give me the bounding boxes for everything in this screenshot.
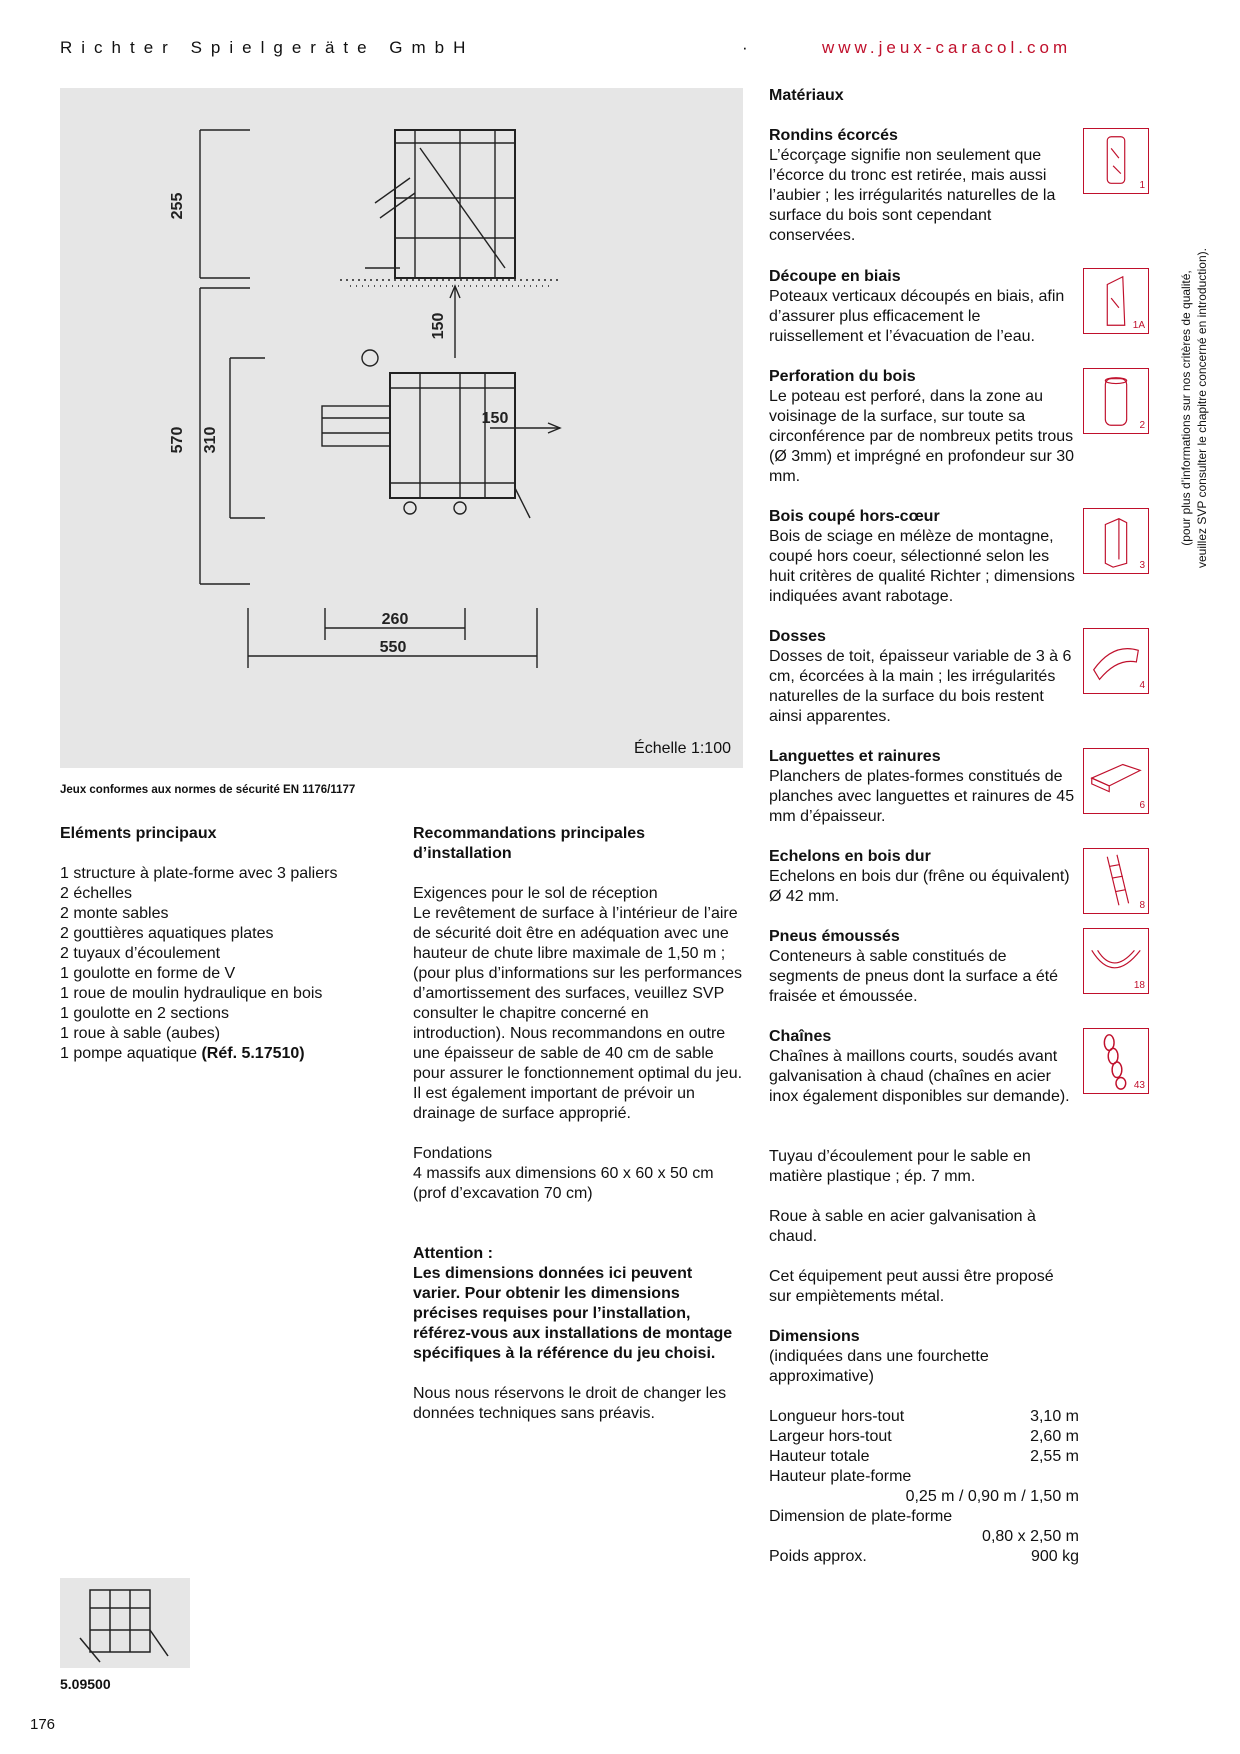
material-heading: Rondins écorcés [769, 127, 898, 144]
slanted-post-icon [1083, 268, 1149, 334]
dim-label-150-vertical: 150 [430, 312, 447, 340]
material-text: Planchers de plates-formes constitués de planches avec languettes et rainures de 45 mm d’épaisseur. [769, 768, 1075, 825]
product-reference: 5.09500 [60, 1676, 111, 1692]
material-item [769, 747, 1079, 827]
sawn-timber-icon [1083, 508, 1149, 574]
soil-requirements-text: Le revêtement de surface à l’intérieur de l’aire de sécurité doit être en adéquation avec une hauteur de chute libre maximale de 1,50 m ; (pour plus d’informations sur les performances d’amortissement des surfaces, veuillez SVP consulter le chapitre concerné en introduction). Nous recommandons en outre une épaisseur de sable de 40 cm de sable pour assurer le fonctionnement optimal du jeu. Il est également important de prévoir un drainage de surface approprié. [413, 905, 743, 1122]
dimensions-subtitle: (indiquées dans une fourchette approximative) [769, 1348, 989, 1385]
material-text: Chaînes à maillons courts, soudés avant galvanisation à chaud (chaînes en acier inox également disponibles sur demande). [769, 1048, 1070, 1105]
tongue-groove-icon [1083, 748, 1149, 814]
material-item [769, 126, 1079, 246]
perforated-post-icon [1083, 368, 1149, 434]
element-item: 1 roue de moulin hydraulique en bois [60, 985, 323, 1002]
pipe-note: Tuyau d’écoulement pour le sable en matière plastique ; ép. 7 mm. [769, 1148, 1031, 1185]
material-text: Dosses de toit, épaisseur variable de 3 à 6 cm, écorcées à la main ; les irrégularités naturelles de la surface du bois restent ainsi apparentes. [769, 648, 1072, 725]
material-text: Poteaux verticaux découpés en biais, afin d’assurer plus efficacement le ruissellement et l’évacuation de l’eau. [769, 288, 1065, 345]
material-heading: Languettes et rainures [769, 748, 941, 765]
foundations-title: Fondations [413, 1145, 493, 1162]
dim-label-310: 310 [202, 426, 219, 454]
dim-label-570: 570 [169, 426, 186, 454]
attention-title: Attention : [413, 1245, 493, 1262]
dimensions-title: Dimensions [769, 1328, 860, 1345]
hardwood-rung-icon [1083, 848, 1149, 914]
material-heading: Dosses [769, 628, 826, 645]
material-text: Echelons en bois dur (frêne ou équivalent) Ø 42 mm. [769, 868, 1070, 905]
header-separator: · [742, 38, 748, 57]
material-item [769, 927, 1079, 1007]
quality-criteria-note: (pour plus d’informations sur nos critères de qualité, veuillez SVP consulter le chapitre concerné en introduction). [1179, 248, 1209, 568]
material-item [769, 627, 1079, 727]
material-heading: Bois coupé hors-cœur [769, 508, 940, 525]
material-text: L’écorçage signifie non seulement que l’écorce du tronc est retirée, mais aussi l’aubier ; les irrégularités naturelles de la surface du bois sont cependant conservées. [769, 147, 1056, 244]
icon-number: 3 [1139, 560, 1145, 571]
material-item [769, 1027, 1079, 1107]
dimension-platform-height-value: 0,25 m / 0,90 m / 1,50 m [905, 1488, 1079, 1505]
material-heading: Découpe en biais [769, 268, 901, 285]
dimension-row-weight: Poids approx. 900 kg [769, 1548, 1079, 1565]
log-bark-icon [1083, 128, 1149, 194]
dimension-platform-height-label: Hauteur plate-forme [769, 1468, 912, 1485]
installation-section [413, 824, 743, 1424]
dim-label-550: 550 [379, 639, 407, 656]
icon-number: 6 [1139, 800, 1145, 811]
icon-number: 4 [1139, 680, 1145, 691]
materials-title: Matériaux [769, 87, 844, 104]
metal-note: Cet équipement peut aussi être proposé sur empiètements métal. [769, 1268, 1054, 1305]
element-item: 2 tuyaux d’écoulement [60, 945, 221, 962]
header-website-link[interactable]: www.jeux-caracol.com [822, 38, 1072, 57]
product-thumbnail [60, 1578, 190, 1668]
icon-number: 18 [1133, 980, 1145, 991]
dimension-row-height: Hauteur totale 2,55 m [769, 1448, 1079, 1465]
element-item-pump: 1 pompe aquatique (Réf. 5.17510) [60, 1045, 305, 1062]
dim-label-150-horizontal: 150 [481, 410, 509, 427]
material-item [769, 267, 1079, 347]
element-item: 1 goulotte en 2 sections [60, 1005, 230, 1022]
slab-wood-icon [1083, 628, 1149, 694]
icon-number: 8 [1139, 900, 1145, 911]
page-number: 176 [30, 1716, 56, 1733]
material-text: Conteneurs à sable constitués de segments de pneus dont la surface a été fraisée et émoussée. [769, 948, 1059, 1005]
soil-requirements-title: Exigences pour le sol de réception [413, 885, 658, 902]
dimension-row-width: Largeur hors-tout 2,60 m [769, 1428, 1079, 1445]
icon-number: 2 [1139, 420, 1145, 431]
reserve-note: Nous nous réservons le droit de changer les données techniques sans préavis. [413, 1385, 727, 1422]
header-company: Richter Spielgeräte GmbH [60, 38, 475, 57]
chain-icon [1083, 1028, 1149, 1094]
material-heading: Pneus émoussés [769, 928, 900, 945]
material-heading: Echelons en bois dur [769, 848, 931, 865]
element-item: 1 roue à sable (aubes) [60, 1025, 221, 1042]
element-item: 1 structure à plate-forme avec 3 paliers [60, 865, 338, 882]
material-heading: Chaînes [769, 1028, 832, 1045]
tyre-segment-icon [1083, 928, 1149, 994]
element-item: 1 goulotte en forme de V [60, 965, 236, 982]
icon-number: 1 [1139, 180, 1145, 191]
material-item [769, 847, 1079, 907]
icon-number: 43 [1133, 1080, 1145, 1091]
material-item [769, 367, 1079, 487]
drawing-scale: Échelle 1:100 [634, 740, 731, 757]
material-heading: Perforation du bois [769, 368, 916, 385]
dimension-platform-size-value: 0,80 x 2,50 m [982, 1528, 1079, 1545]
icon-number: 1A [1132, 320, 1145, 331]
technical-drawing [60, 88, 743, 768]
attention-text: Les dimensions données ici peuvent varier. Pour obtenir les dimensions précises requises pour l’installation, référez-vous aux installations de montage spécifiques à la référence du jeu choisi. [413, 1265, 733, 1362]
pump-reference: (Réf. 5.17510) [201, 1045, 305, 1062]
safety-norms-note: Jeux conformes aux normes de sécurité EN 1176/1177 [60, 784, 356, 796]
material-text: Le poteau est perforé, dans la zone au voisinage de la surface, sur toute sa circonférence par de nombreux petits trous (Ø 3mm) et imprégné en profondeur sur 30 mm. [769, 388, 1075, 485]
element-item: 2 monte sables [60, 905, 169, 922]
sand-wheel-note: Roue à sable en acier galvanisation à chaud. [769, 1208, 1036, 1245]
materials-section [769, 86, 1079, 1586]
foundations-text: 4 massifs aux dimensions 60 x 60 x 50 cm (prof d’excavation 70 cm) [413, 1165, 714, 1202]
material-item [769, 507, 1079, 607]
installation-title-line2: d’installation [413, 845, 512, 862]
element-item: 2 échelles [60, 885, 133, 902]
dimension-platform-size-label: Dimension de plate-forme [769, 1508, 953, 1525]
dimension-row-length: Longueur hors-tout 3,10 m [769, 1408, 1079, 1425]
main-elements-section [60, 824, 390, 1064]
installation-title-line1: Recommandations principales [413, 825, 646, 842]
dim-label-260: 260 [381, 611, 409, 628]
element-item: 2 gouttières aquatiques plates [60, 925, 274, 942]
main-elements-title: Eléments principaux [60, 825, 217, 842]
dimensions-section [769, 1327, 1079, 1567]
dim-label-255: 255 [169, 192, 186, 220]
material-text: Bois de sciage en mélèze de montagne, coupé hors coeur, sélectionné selon les huit critères de qualité Richter ; dimensions indiquées avant rabotage. [769, 528, 1075, 605]
drawing-svg [60, 88, 743, 768]
